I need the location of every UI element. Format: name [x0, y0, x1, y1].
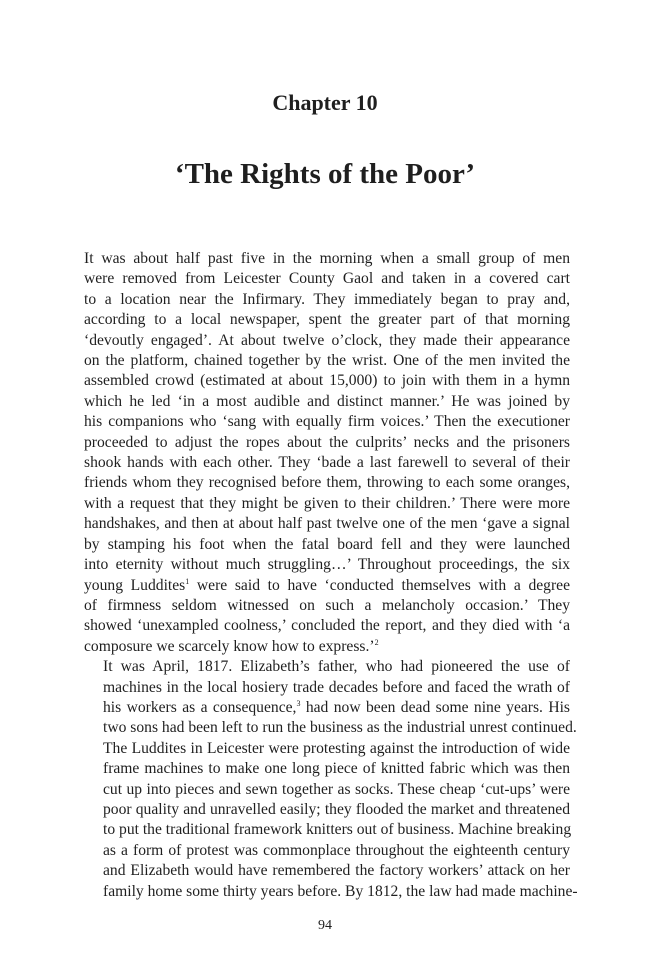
text-line: poor quality and unravelled easily; they flooded the market and threatened: [103, 800, 570, 818]
text-line: of firmness seldom witnessed on such a melancholy occasion.’ They: [84, 596, 570, 614]
footnote-marker[interactable]: 1: [185, 576, 190, 586]
text-line: friends whom they recognised before them, throwing to each some oranges,: [84, 474, 570, 492]
chapter-title: ‘The Rights of the Poor’: [174, 158, 476, 190]
text-line: to a location near the Infirmary. They immediately began to pray and,: [84, 290, 570, 308]
text-line: by stamping his foot when the fatal board fell and they were launched: [84, 535, 570, 553]
chapter-number: Chapter 10: [272, 90, 378, 115]
body-text: [84, 249, 578, 902]
text-line: proceeded to adjust the ropes about the culprits’ necks and the prisoners: [84, 433, 570, 451]
text-line: assembled crowd (estimated at about 15,000) to join with them in a hymn: [84, 372, 570, 390]
text-line: cut up into pieces and sewn together as socks. These cheap ‘cut-ups’ were: [103, 780, 570, 798]
text-line: his workers as a consequence,$^3$ had now been dead some nine years. His: [103, 698, 571, 716]
text-line: as a form of protest was commonplace throughout the eighteenth century: [103, 841, 570, 859]
text-line: two sons had been left to run the business as the industrial unrest continued.: [103, 719, 577, 737]
text-line: family home some thirty years before. By 1812, the law had made machine-: [103, 882, 578, 900]
paragraph: [84, 249, 570, 657]
text-line: The Luddites in Leicester were protesting against the introduction of wide: [103, 739, 570, 757]
text-line: shook hands with each other. They ‘bade a last farewell to several of their: [84, 454, 570, 472]
text-line: his companions who ‘sang with equally firm voices.’ Then the executioner: [84, 413, 570, 431]
text-line: machines in the local hosiery trade decades before and faced the wrath of: [103, 678, 570, 696]
text-line: It was about half past five in the morning when a small group of men: [84, 250, 570, 267]
text-line: which he led ‘in a most audible and distinct manner.’ He was joined by: [84, 392, 570, 410]
text-line: young Luddites$^1$ were said to have ‘conducted themselves with a degree: [84, 576, 570, 594]
text-line: ‘devoutly engaged’. At about twelve o’clock, they made their appearance: [84, 331, 570, 349]
page-number: 94: [318, 918, 332, 933]
text-line: on the platform, chained together by the wrist. One of the men invited the: [84, 352, 570, 370]
text-line: and Elizabeth would have remembered the factory workers’ attack on her: [103, 862, 570, 880]
text-line: frame machines to make one long piece of knitted fabric which was then: [103, 760, 570, 778]
footnote-marker[interactable]: 2: [374, 637, 379, 647]
text-line: into eternity without much struggling…’ Throughout proceedings, the six: [84, 556, 570, 574]
text-line: showed ‘unexampled coolness,’ concluded the report, and they died with ‘a: [84, 617, 570, 635]
text-line: to put the traditional framework knitters out of business. Machine breaking: [103, 821, 572, 839]
text-line: composure we scarcely know how to express.’$^2$: [84, 637, 379, 655]
paragraph: [84, 657, 578, 902]
text-line: handshakes, and then at about half past twelve one of the men ‘gave a signal: [84, 515, 570, 533]
text-line: with a request that they might be given to their children.’ There were more: [84, 494, 570, 512]
text-line: according to a local newspaper, spent the greater part of that morning: [84, 311, 570, 329]
text-line: It was April, 1817. Elizabeth’s father, who had pioneered the use of: [103, 658, 570, 676]
footnote-marker[interactable]: 3: [296, 698, 301, 708]
text-line: were removed from Leicester County Gaol and taken in a covered cart: [84, 270, 570, 288]
